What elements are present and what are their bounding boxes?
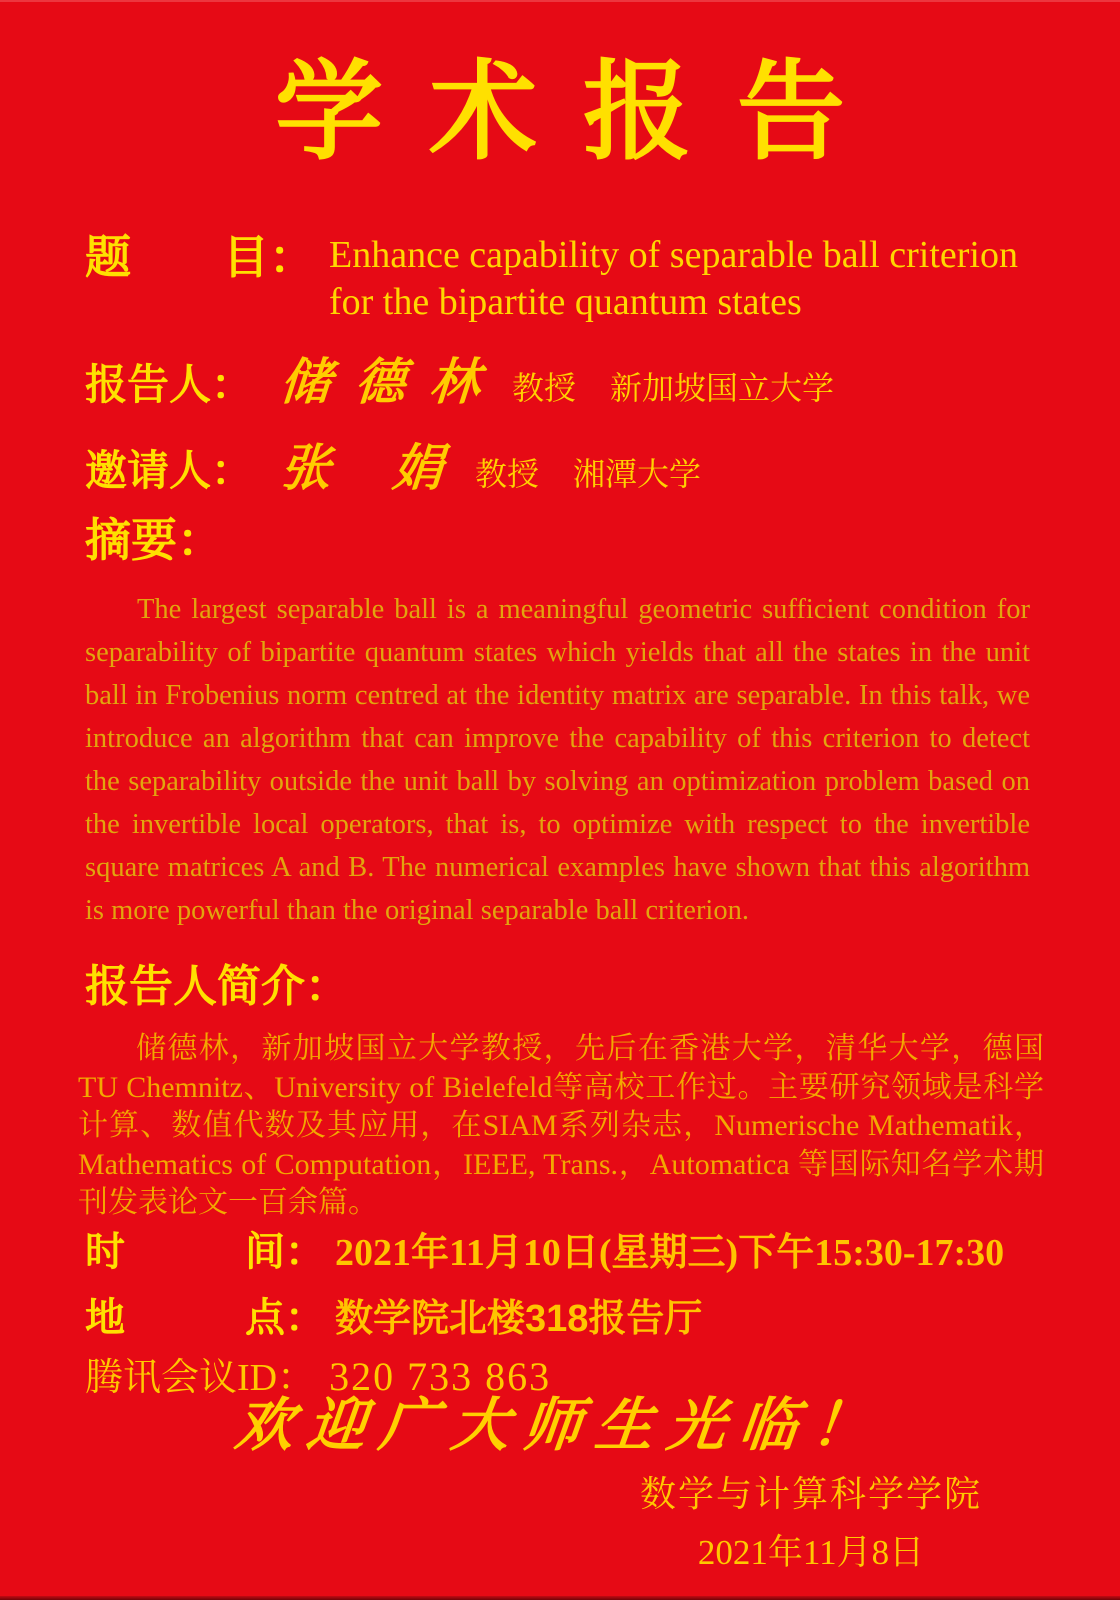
welcome-banner: 欢迎广大师生光临！ (231, 1393, 887, 1458)
topic-line-1: Enhance capability of separable ball criterion (329, 234, 1018, 276)
bio-text: 储德林，新加坡国立大学教授，先后在香港大学，清华大学，德国TU Chemnitz、University of Bielefeld等高校工作过。主要研究领域是科学计算、数值代数及其应用，在SIAM系列杂志，Numerische Mathematik，Mathematics of Computation，IEEE, Trans.，Automatica 等国际知名学术期刊发表论文一百余篇。 (78, 1032, 1044, 1219)
inviter-row (85, 428, 701, 500)
poster-bottom-edge (0, 1596, 1120, 1600)
speaker-title: 教授 (512, 370, 577, 406)
speaker-affiliation: 新加坡国立大学 (610, 370, 835, 406)
page-title: 学术报告 (274, 54, 891, 173)
abstract-heading: 摘要： (85, 514, 223, 566)
poster-top-edge (0, 0, 1120, 2)
inviter-label: 邀请人： (85, 447, 254, 494)
inviter-title: 教授 (475, 456, 540, 492)
publish-date: 2021年11月8日 (697, 1533, 925, 1572)
meeting-id-value: 320 733 863 (329, 1354, 552, 1399)
organization-name: 数学与计算科学学院 (639, 1473, 982, 1514)
topic-label: 题 目： (85, 231, 315, 283)
topic-text (329, 232, 1018, 326)
speaker-name: 储 德 林 (278, 354, 488, 410)
time-label: 时 间： (85, 1230, 325, 1274)
speaker-row (85, 342, 834, 414)
topic-line-2: for the bipartite quantum states (329, 281, 802, 323)
time-row (85, 1220, 1004, 1277)
inviter-affiliation: 湘潭大学 (573, 456, 702, 492)
venue-value: 数学院北楼318报告厅 (335, 1298, 703, 1340)
venue-row (85, 1286, 702, 1343)
bio-heading: 报告人简介： (85, 962, 349, 1011)
speaker-label: 报告人： (85, 361, 254, 408)
time-value: 2021年11月10日(星期三)下午15:30-17:30 (335, 1232, 1005, 1274)
meeting-id-label: 腾讯会议ID： (85, 1357, 316, 1399)
venue-label: 地 点： (85, 1296, 325, 1340)
signature-block (640, 1466, 982, 1575)
inviter-name: 张 娟 (278, 440, 451, 496)
abstract-text: The largest separable ball is a meaningful geometric sufficient condition for separability of bipartite quantum states which yields that all the states in the unit ball in Frobenius norm centred at the identity matrix are separable. In this talk, we introduce an algorithm that can improve the capability of this criterion to detect the separability outside the unit ball by solving an optimization problem based on the invertible local operators, that is, to optimize with respect to the invertible square matrices A and B. The numerical examples have shown that this algorithm is more powerful than the original separable ball criterion. (85, 594, 1030, 926)
topic-row (85, 232, 1060, 326)
